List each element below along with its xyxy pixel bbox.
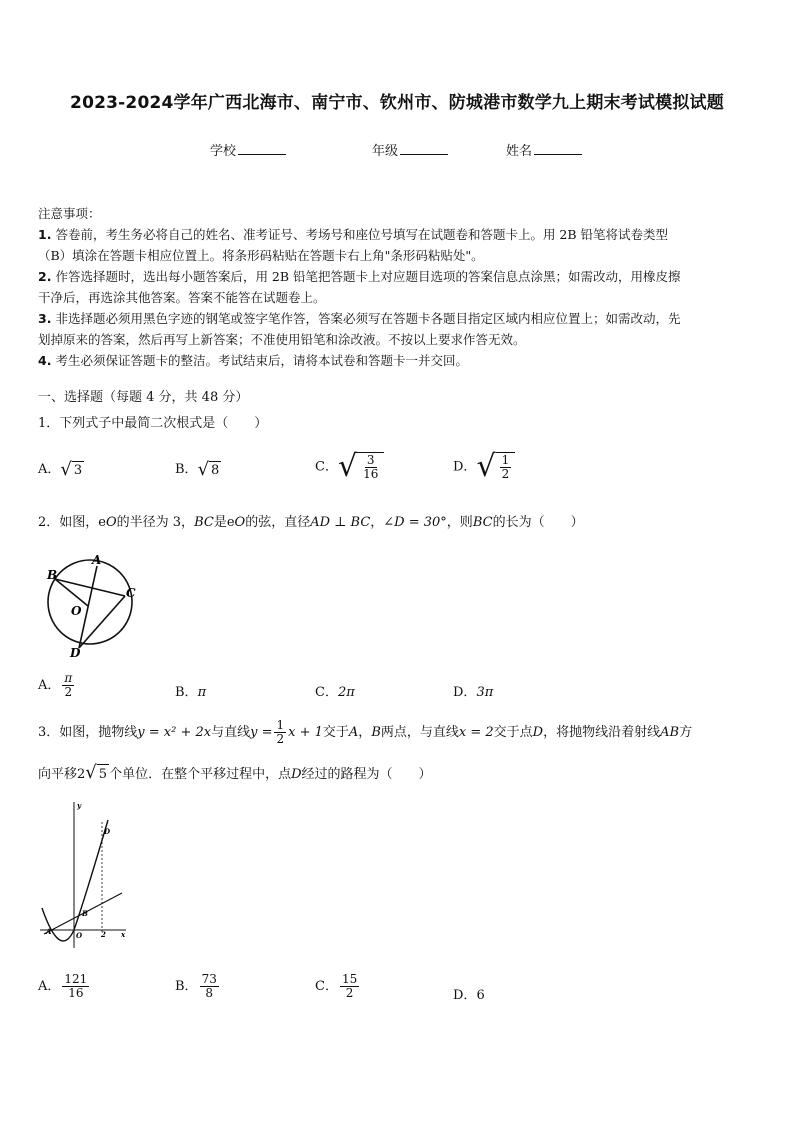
circle-diagram: [38, 552, 148, 662]
q2-option-b: B．π: [175, 685, 207, 700]
fig-label-y: y: [77, 801, 82, 810]
q3-option-c: C． $\frac{15}{2}$: [315, 972, 358, 1000]
label-D: D: [70, 646, 81, 660]
page-title: 2023-2024学年广西北海市、南宁市、钦州市、防城港市数学九上期末考试模拟试题: [70, 93, 724, 113]
instructions: [38, 203, 760, 371]
parabola: [42, 820, 108, 941]
note-3-cont: 划掉原来的答案，然后再写上新答案；不准使用铅笔和涂改液。不按以上要求作答无效。: [38, 332, 526, 347]
sqrt-1-2: √ $\frac{1}{2}$: [476, 452, 515, 482]
school-label: 学校: [210, 144, 237, 159]
note-3: 3. 非选择题必须用黑色字迹的钢笔或签字笔作答，答案必须写在答题卡各题目指定区域内相应位置上；如需改动，先: [38, 311, 681, 326]
label-C: C: [126, 586, 136, 600]
q2-option-d: D．3π: [453, 685, 494, 700]
grade-blank: [400, 142, 448, 155]
q3-option-b: B． $\frac{73}{8}$: [175, 972, 217, 1000]
note-2: 2. 作答选择题时，选出每小题答案后，用 2B 铅笔把答题卡上对应题目选项的答案信息点涂黑；如需改动，用橡皮擦: [38, 269, 681, 284]
pi-over-2: $\frac{\pi}{2}$: [64, 671, 73, 699]
note-1: 1. 答卷前，考生务必将自己的姓名、准考证号、考场号和座位号填写在试题卷和答题卡上。用 2B 铅笔将试卷类型: [38, 227, 669, 242]
name-label: 姓名: [506, 144, 533, 159]
q2-option-a: A． $\frac{\pi}{2}$: [38, 671, 73, 699]
sqrt-8: √ 8: [197, 458, 220, 480]
school-blank: [238, 142, 286, 155]
q3-option-d: D．6: [453, 988, 485, 1003]
fig-label-B: B: [82, 909, 88, 918]
section-heading: 一、选择题（每题 4 分，共 48 分）: [38, 390, 249, 405]
fig-label-A: A: [46, 927, 52, 936]
note-2-cont: 干净后，再选涂其他答案。答案不能答在试题卷上。: [38, 290, 326, 305]
question-1-stem: 1．下列式子中最简二次根式是（ ）: [38, 416, 268, 431]
school-field: [210, 140, 286, 159]
diameter-ad: [79, 566, 97, 648]
name-field: [506, 140, 582, 159]
note-1-cont: （B）填涂在答题卡相应位置上。将条形码粘贴在答题卡右上角"条形码粘贴处"。: [38, 248, 484, 263]
q1-option-a: A． √ 3: [38, 458, 83, 480]
label-O: O: [71, 604, 82, 618]
question-2-stem: 2．如图，eO的半径为 3，BC是eO的弦，直径AD ⊥ BC，∠D = 30°，则BC的长为（ ）: [38, 515, 584, 530]
instructions-heading: 注意事项：: [38, 206, 101, 221]
q3-option-a: A． $\frac{121}{16}$: [38, 972, 88, 1000]
fig-label-x: x: [121, 930, 126, 939]
question-3-stem-line2: 向平移2 √ 5 个单位．在整个平移过程中，点D经过的路程为（ ）: [38, 762, 432, 783]
q2-option-c: C．2π: [315, 685, 355, 700]
label-A: A: [92, 553, 102, 567]
fig-label-D: D: [104, 827, 111, 836]
fig-label-2: 2: [101, 930, 106, 939]
note-4: 4. 考生必须保证答题卡的整洁。考试结束后，请将本试卷和答题卡一并交回。: [38, 353, 468, 368]
grade-field: [372, 140, 448, 159]
name-blank: [534, 142, 582, 155]
q1-option-b: B． √ 8: [175, 458, 220, 480]
sqrt-3-16: √ $\frac{3}{16}$: [338, 452, 384, 482]
label-B: B: [47, 568, 58, 582]
grade-label: 年级: [372, 144, 399, 159]
q1-option-d: D． √ $\frac{1}{2}$: [453, 452, 515, 482]
sqrt-3: √ 3: [60, 458, 83, 480]
q1-option-c: C． √ $\frac{3}{16}$: [315, 452, 384, 482]
fig-label-O: O: [76, 931, 83, 940]
parabola-diagram: [38, 800, 130, 952]
question-3-stem-line1: 3．如图，抛物线y = x² + 2x与直线y = $\frac{1}{2}$ x + 1交于A，B两点，与直线x = 2交于点D，将抛物线沿着射线AB方: [38, 718, 693, 746]
